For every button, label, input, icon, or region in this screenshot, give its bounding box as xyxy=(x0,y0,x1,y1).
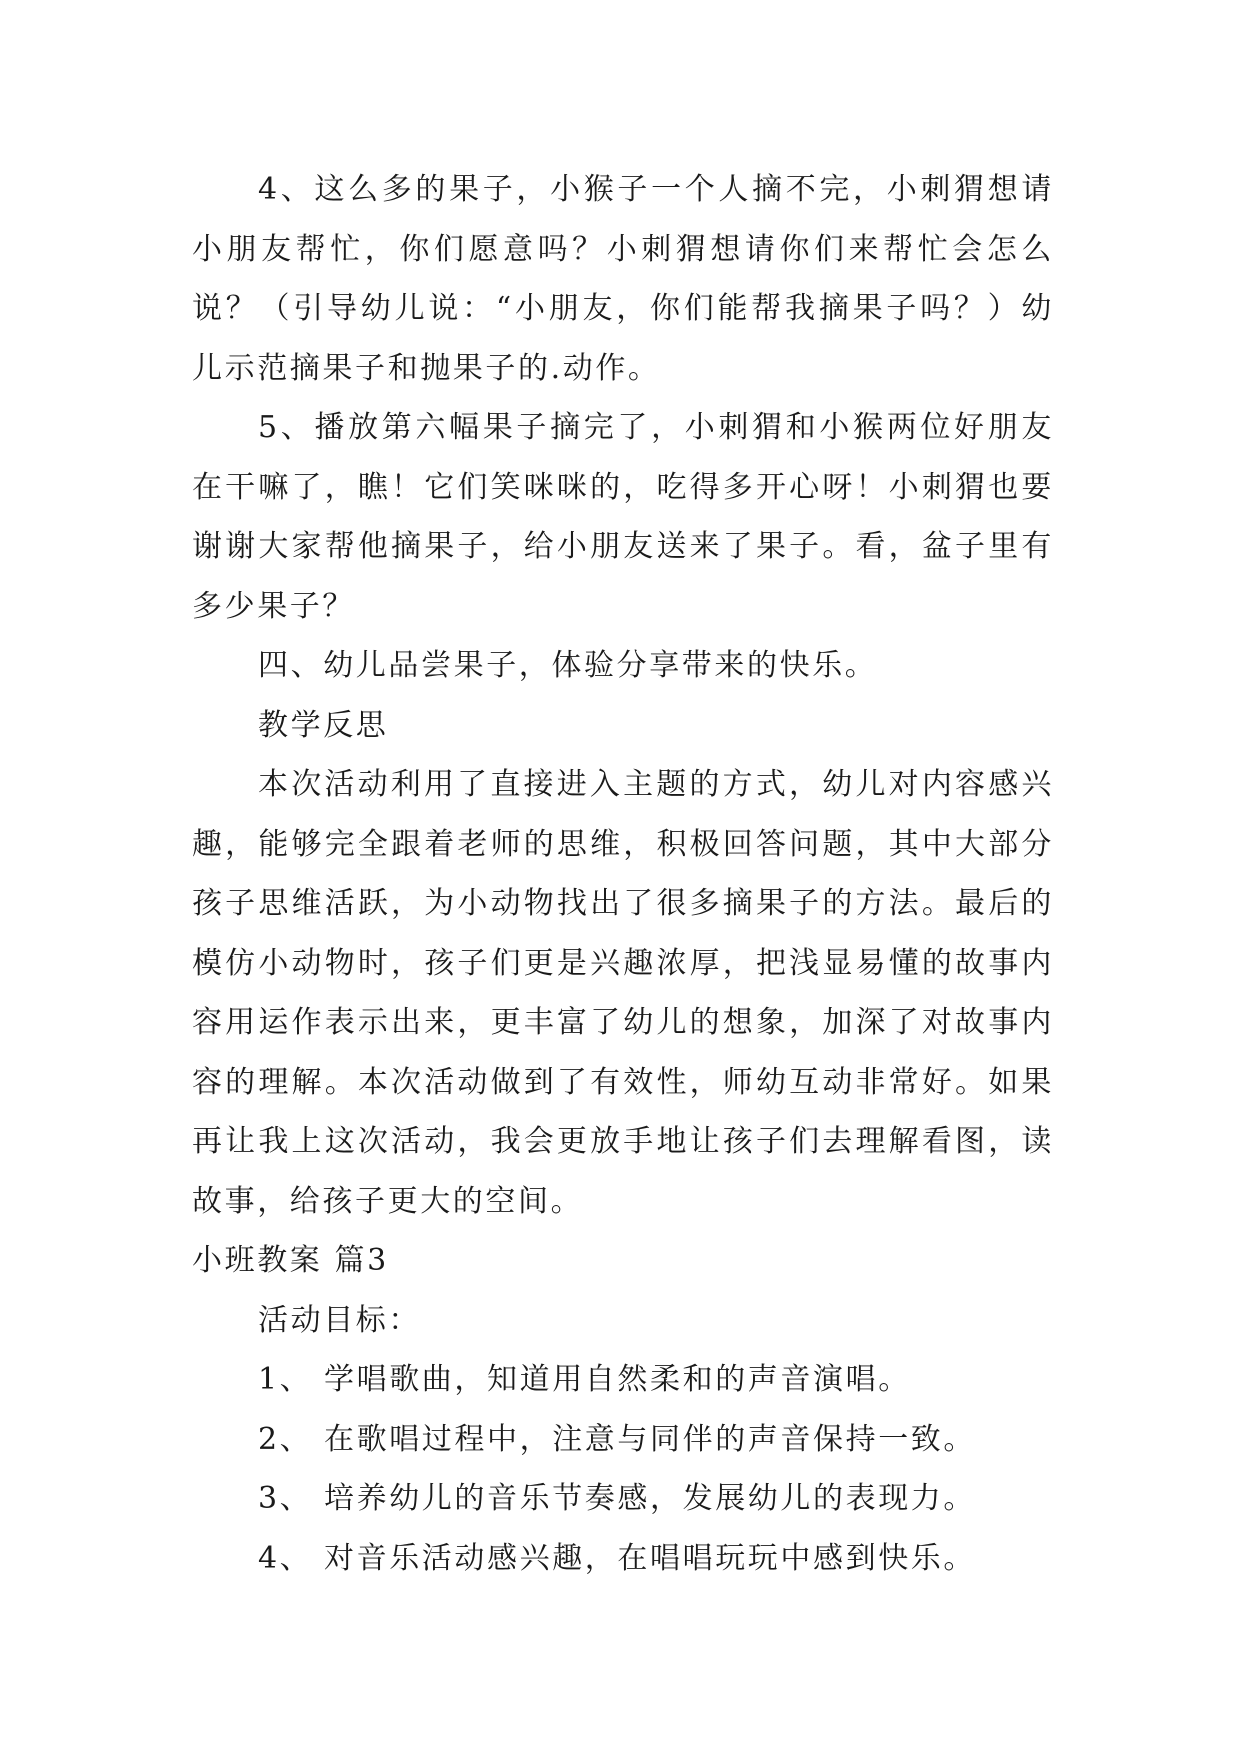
goals-label: 活动目标： xyxy=(258,1302,421,1338)
document-page xyxy=(192,160,1054,1588)
goal-item xyxy=(192,1529,1054,1589)
goal-item xyxy=(192,1469,1054,1529)
teaching-reflection-body: 本次活动利用了直接进入主题的方式，幼儿对内容感兴趣，能够完全跟着老师的思维，积极回答问题，其中大部分孩子思维活跃，为小动物找出了很多摘果子的方法。最后的模仿小动物时，孩子们更是兴趣浓厚，把浅显易懂的故事内容用运作表示出来，更丰富了幼儿的想象，加深了对故事内容的理解。本次活动做到了有效性，师幼互动非常好。如果再让我上这次活动，我会更放手地让孩子们去理解看图，读故事，给孩子更大的空间。 xyxy=(192,767,1054,1219)
goal-number: 4、 xyxy=(258,1540,313,1576)
goal-text: 对音乐活动感兴趣，在唱唱玩玩中感到快乐。 xyxy=(324,1540,976,1576)
goal-text: 学唱歌曲，知道用自然柔和的声音演唱。 xyxy=(324,1362,911,1397)
goal-item xyxy=(192,1410,1054,1470)
goal-number: 3、 xyxy=(258,1481,313,1516)
goal-item xyxy=(192,1350,1054,1410)
paragraph-step-4: 4、这么多的果子，小猴子一个人摘不完，小刺猬想请小朋友帮忙，你们愿意吗？小刺猬想请你们来帮忙会怎么说？（引导幼儿说：“小朋友，你们能帮我摘果子吗？）幼儿示范摘果子和抛果子的.动作。 xyxy=(192,172,1054,386)
goal-text: 培养幼儿的音乐节奏感，发展幼儿的表现力。 xyxy=(324,1481,976,1516)
goal-number: 2、 xyxy=(258,1421,313,1457)
teaching-reflection-title: 教学反思 xyxy=(258,707,389,743)
goal-number: 1、 xyxy=(258,1362,313,1397)
paragraph-step-four: 四、幼儿品尝果子，体验分享带来的快乐。 xyxy=(258,648,878,683)
section-heading: 小班教案 篇3 xyxy=(192,1243,389,1278)
goal-text: 在歌唱过程中，注意与同伴的声音保持一致。 xyxy=(324,1421,976,1457)
paragraph-step-5: 5、播放第六幅果子摘完了，小刺猬和小猴两位好朋友在干嘛了，瞧！它们笑咪咪的，吃得多开心呀！小刺猬也要谢谢大家帮他摘果子，给小朋友送来了果子。看，盆子里有多少果子？ xyxy=(192,410,1054,624)
